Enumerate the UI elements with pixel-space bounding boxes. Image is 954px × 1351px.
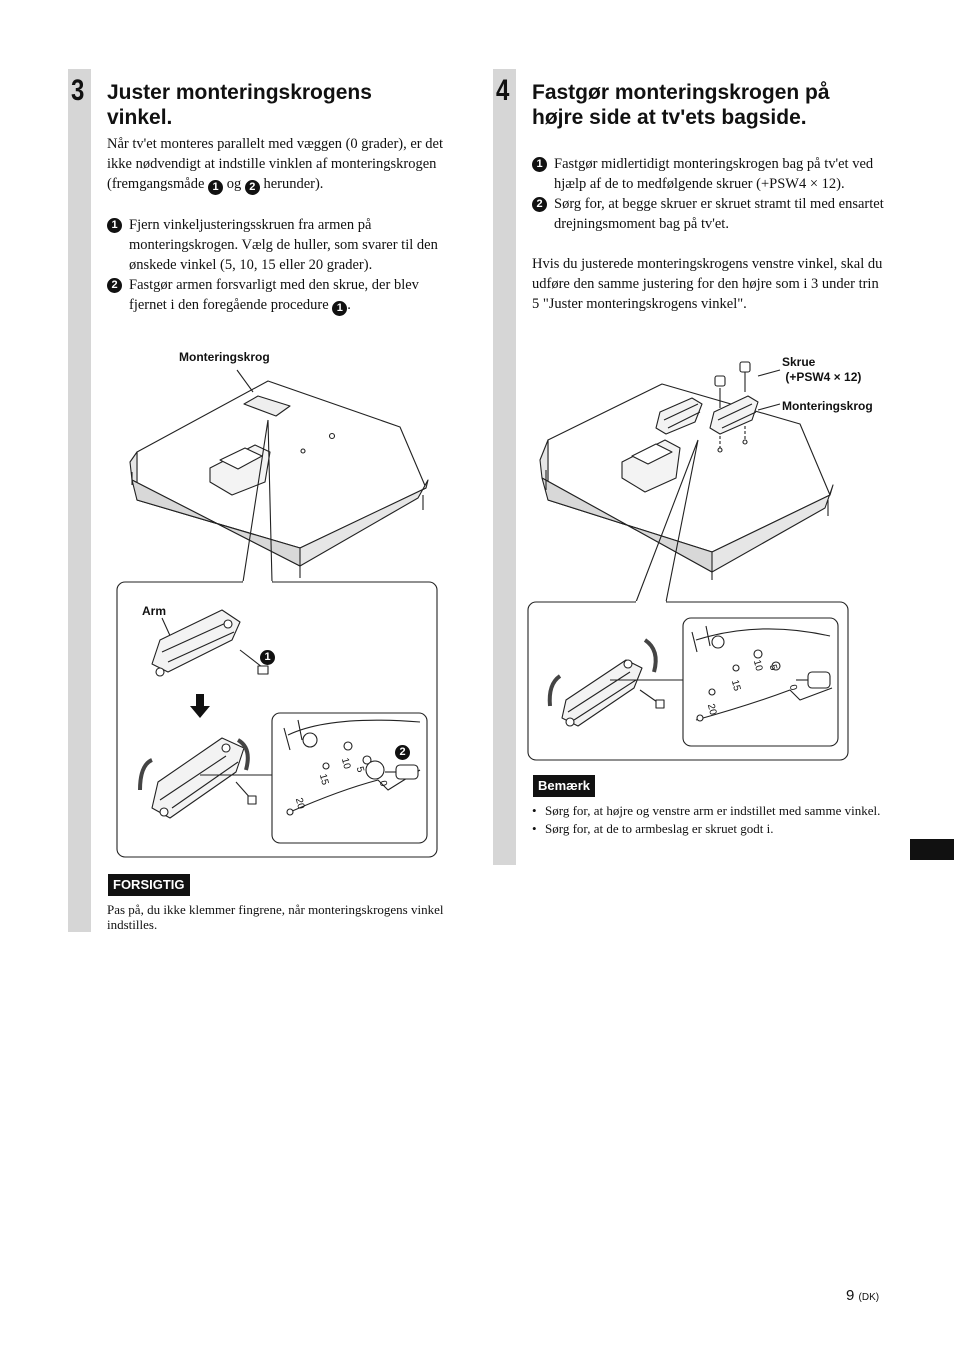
step3-label-arm: Arm <box>142 604 167 618</box>
step4-title-line1: Fastgør monteringskrogen på <box>532 81 830 104</box>
angle-mark-5: 5 <box>353 765 366 774</box>
number-marker-1: 1 <box>532 157 547 172</box>
number-marker-2: 2 <box>107 278 122 293</box>
page-number: 9 (DK) <box>846 1287 880 1304</box>
angle-mark-20: 20 <box>292 796 307 811</box>
step3-label-monteringskrog: Monteringskrog <box>179 350 270 364</box>
step4-item-2: 2 Sørg for, at begge skruer er skruet stramt til med ensartet drejningsmoment bag på tv'et. <box>532 194 888 234</box>
step4-title-line2: højre side at tv'ets bagside. <box>532 106 807 129</box>
caution-text: Pas på, du ikke klemmer fingrene, når monteringskrogens vinkel indstilles. <box>107 902 444 932</box>
step4-paragraph: Hvis du justerede monteringskrogens venstre vinkel, skal du udføre den samme justering for den højre som i 3 under trin 5 "Juster monteringskrogens vinkel". <box>532 256 883 312</box>
step4-label-skrue: Skrue (+PSW4 × 12) <box>782 355 862 384</box>
step3-item-1: 1 Fjern vinkeljusteringsskruen fra armen på monteringskrogen. Vælg de huller, som svarer til den ønskede vinkel (5, 10, 15 eller 20 grader). <box>107 215 459 275</box>
step4-item-1: 1 Fastgør midlertidigt monteringskrogen bag på tv'et ved hjælp af de to medfølgende skruer (+PSW4 × 12). <box>532 154 888 194</box>
note-list <box>532 803 882 839</box>
note-tag: Bemærk <box>533 775 595 797</box>
angle-mark-0: 0 <box>376 779 389 788</box>
number-marker-1: 1 <box>208 180 223 195</box>
step4-number: 4 <box>496 74 510 107</box>
angle-mark-15: 15 <box>728 678 743 693</box>
number-marker-1: 1 <box>332 301 347 316</box>
number-marker-1: 1 <box>107 218 122 233</box>
section-tab-marker <box>910 839 954 860</box>
angle-mark-10: 10 <box>750 658 765 673</box>
angle-mark-20: 20 <box>704 702 719 717</box>
step3-number: 3 <box>71 74 85 107</box>
callout-marker-1: 1 <box>260 650 275 665</box>
callout-marker-2: 2 <box>395 745 410 760</box>
caution-tag: FORSIGTIG <box>108 874 190 896</box>
step3-intro: Når tv'et monteres parallelt med væggen (0 grader), er det ikke nødvendigt at indstille vinklen af monteringskrogen (fremgangsmåde 1 og 2 herunder). <box>107 136 443 193</box>
note-item: • Sørg for, at højre og venstre arm er indstillet med samme vinkel. <box>532 803 882 819</box>
note-item: • Sørg for, at de to armbeslag er skruet godt i. <box>532 821 882 837</box>
angle-mark-5: 5 <box>766 663 779 672</box>
step3-title-line1: Juster monteringskrogens <box>107 81 372 104</box>
number-marker-2: 2 <box>245 180 260 195</box>
step3-item-2: 2 Fastgør armen forsvarligt med den skrue, der blev fjernet i den foregående procedure 1 . <box>107 275 459 316</box>
step3-title-line2: vinkel. <box>107 106 173 129</box>
angle-mark-10: 10 <box>338 756 353 771</box>
angle-mark-0: 0 <box>786 683 799 692</box>
angle-mark-15: 15 <box>316 772 331 787</box>
step4-label-monteringskrog: Monteringskrog <box>782 399 873 413</box>
number-marker-2: 2 <box>532 197 547 212</box>
